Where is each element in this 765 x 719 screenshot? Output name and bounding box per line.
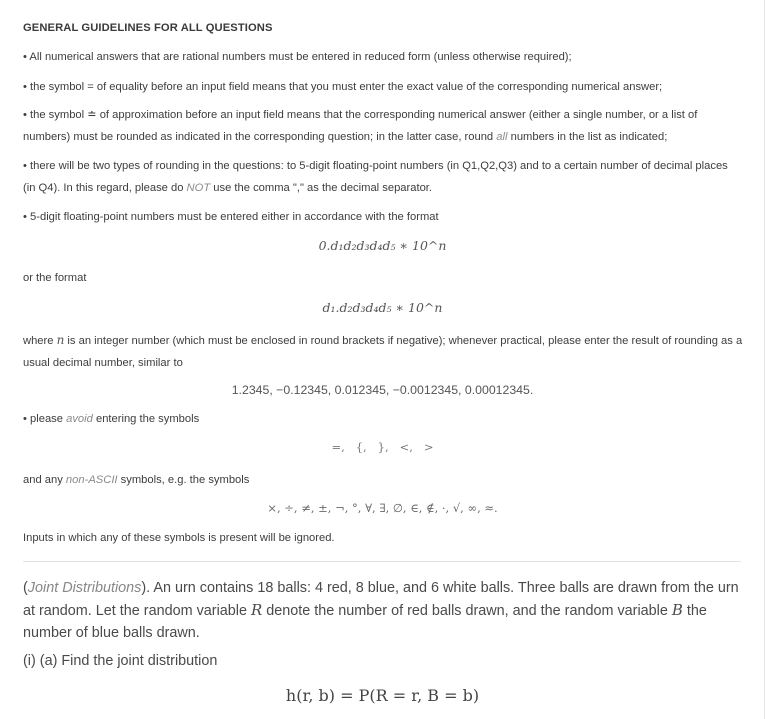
formula-expression: h(r, b) = P(R = r, B = b): [285, 686, 480, 705]
question-text: (Joint Distributions). An urn contains 18 balls: 4 red, 8 blue, and 6 white balls. Three balls are drawn from the urn at random. Let the random variable R denote the number of red balls drawn, and the random variable B the number of blue balls drawn.: [23, 580, 739, 641]
emphasis-all: all: [496, 131, 508, 143]
where-description: is an integer number (which must be enclosed in round brackets if negative); whenever practical, please enter the result of rounding as a usual decimal number, similar to: [23, 335, 743, 369]
format-one: [0, 235, 765, 257]
nonascii-suffix: symbols, e.g. the symbols: [117, 474, 250, 486]
where-prefix: where: [23, 335, 57, 347]
question-text-part-1: ). An urn contains 18 balls: 4 red, 8 blue, and 6 white balls. Three balls are drawn from the urn at random. Let the random variable: [23, 580, 739, 619]
guideline-rounding: [23, 155, 743, 199]
nonascii-text: [23, 469, 743, 491]
or-the-format: or the format: [23, 272, 87, 284]
examples: [0, 379, 765, 401]
emphasis-nonascii: non-ASCII: [65, 474, 118, 486]
avoid-prefix: • please: [23, 413, 67, 425]
guidelines-title: GENERAL GUIDELINES FOR ALL QUESTIONS: [23, 22, 273, 34]
where-n-text: [23, 329, 743, 374]
examples-list: 1.2345, −0.12345, 0.012345, −0.0012345, 0.00012345.: [231, 383, 534, 397]
variable-n: n: [56, 333, 65, 347]
format-two-expression: d₁.d₂d₃d₄d₅ ∗ 10^n: [322, 300, 443, 315]
format-two: [0, 297, 765, 319]
emphasis-not: NOT: [186, 182, 211, 194]
joint-distribution-formula: [0, 684, 765, 709]
question-text-part-2: denote the number of red balls drawn, and the random variable: [262, 603, 672, 619]
emphasis-avoid: avoid: [66, 413, 93, 425]
nonascii-prefix: and any: [23, 474, 66, 486]
nonascii-symbols: [0, 497, 765, 519]
guideline-rounding-text: • there will be two types of rounding in the questions: to 5-digit floating-point numbers (in Q1,Q2,Q3) and to a certain number of decimal places (in Q4). In this regard, please do: [23, 160, 728, 194]
question-part-label: (i) (a) Find the joint distribution: [23, 653, 218, 669]
guideline-approximation: [23, 104, 743, 148]
guideline-approximation-text: • the symbol ≐ of approximation before an input field means that the corresponding numerical answer (either a single number, or a list of numbers) must be rounded as indicated in the corresponding question; in the latter case, round: [23, 109, 698, 143]
guideline-approximation-end: numbers in the list as indicated;: [507, 131, 668, 143]
ignored-notice: Inputs in which any of these symbols is present will be ignored.: [23, 532, 335, 544]
nonascii-symbols-list: ×, ÷, ≠, ±, ¬, °, ∀, ∃, ∅, ∈, ∉, ·, √, ∞, ≈.: [267, 501, 498, 515]
avoid-symbols-text: [23, 408, 743, 430]
question-topic: Joint Distributions: [27, 580, 142, 596]
avoided-symbols: [0, 436, 765, 458]
variable-r: R: [250, 601, 263, 619]
variable-b: B: [671, 601, 683, 619]
guideline-equality: • the symbol = of equality before an input field means that you must enter the exact value of the corresponding numerical answer;: [23, 81, 663, 93]
question-text-part-3: the number of blue balls drawn.: [23, 603, 707, 641]
guideline-rounding-end: use the comma "," as the decimal separator.: [210, 182, 433, 194]
avoided-symbols-list: =, {, }, <, >: [331, 440, 434, 454]
guideline-float-format: • 5-digit floating-point numbers must be entered either in accordance with the format: [23, 211, 439, 223]
section-divider: [23, 561, 741, 562]
guideline-rational: • All numerical answers that are rational numbers must be entered in reduced form (unless otherwise required);: [23, 51, 572, 63]
format-one-expression: 0.d₁d₂d₃d₄d₅ ∗ 10^n: [318, 238, 447, 253]
avoid-suffix: entering the symbols: [92, 413, 200, 425]
